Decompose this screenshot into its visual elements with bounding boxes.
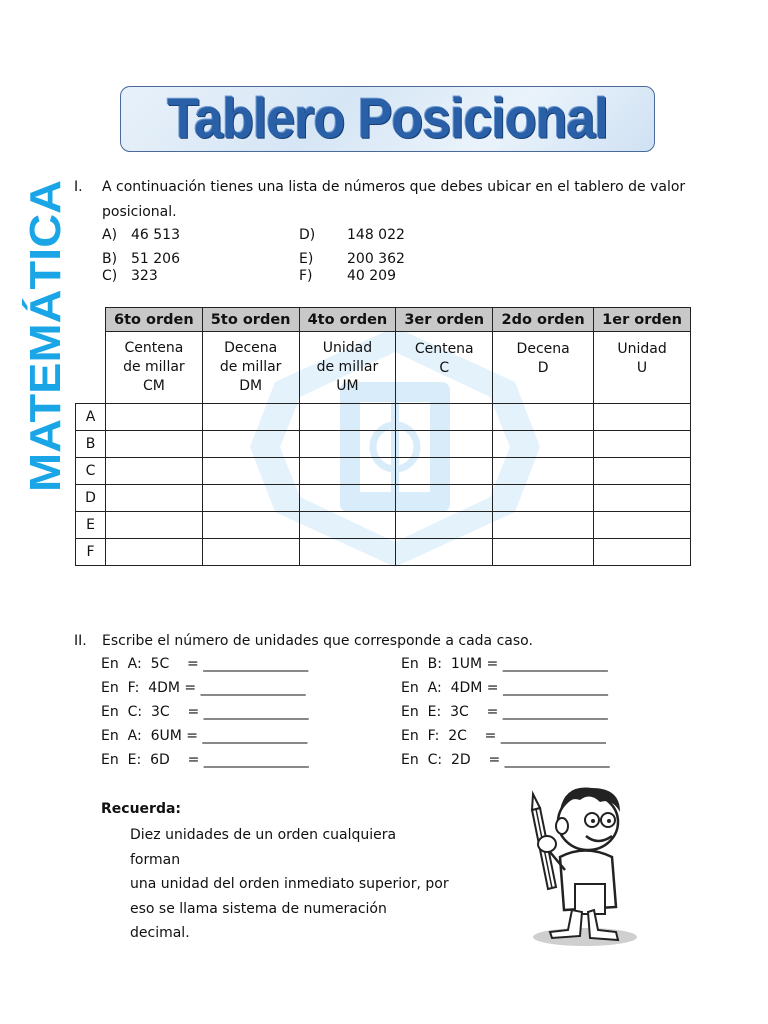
page-title: Tablero Posicional [167, 87, 608, 151]
side-title [22, 178, 68, 496]
answer-cell[interactable] [594, 404, 691, 431]
answer-cell[interactable] [202, 431, 299, 458]
answer-cell[interactable] [299, 485, 396, 512]
title-banner [120, 86, 655, 152]
section2-numeral: II. [74, 633, 87, 649]
row-label: C [76, 458, 106, 485]
corner-cell [76, 308, 106, 332]
place-abbr: DM [239, 378, 263, 394]
item-letter: E) [299, 251, 314, 267]
order-header-row [76, 308, 691, 332]
place-value-board [75, 307, 691, 566]
remember-line: Diez unidades de un orden cualquiera forman [130, 827, 397, 868]
place-name: de millar [316, 359, 379, 375]
place-name: de millar [123, 359, 185, 375]
exercise-line[interactable]: En E: 3C = _______________ [401, 704, 608, 720]
item-value: 46 513 [131, 227, 180, 243]
item-letter: C) [102, 268, 118, 284]
place-abbr: U [636, 360, 648, 376]
remember-line: eso se llama sistema de numeración decimal. [130, 900, 387, 941]
answer-cell[interactable] [299, 512, 396, 539]
place-name: Centena [124, 340, 184, 356]
place-name: Unidad [617, 341, 667, 357]
exercise-line[interactable]: En C: 3C = _______________ [101, 704, 309, 720]
place-name: Centena [414, 341, 474, 357]
section1-numeral: I. [74, 179, 83, 195]
item-letter: F) [299, 268, 313, 284]
row-label: F [76, 539, 106, 566]
answer-cell[interactable] [299, 539, 396, 566]
place-header-um [299, 332, 396, 404]
answer-cell[interactable] [202, 458, 299, 485]
order-header: 6to orden [106, 308, 203, 332]
board-row [76, 512, 691, 539]
answer-cell[interactable] [202, 512, 299, 539]
answer-cell[interactable] [396, 404, 493, 431]
order-header: 5to orden [202, 308, 299, 332]
answer-cell[interactable] [493, 404, 594, 431]
board-row [76, 458, 691, 485]
place-header-d [493, 332, 594, 404]
item-value: 323 [131, 268, 158, 284]
row-label: E [76, 512, 106, 539]
answer-cell[interactable] [202, 485, 299, 512]
exercise-line[interactable]: En A: 4DM = _______________ [401, 680, 608, 696]
answer-cell[interactable] [106, 485, 203, 512]
exercise-line[interactable]: En B: 1UM = _______________ [401, 656, 608, 672]
place-header-c [396, 332, 493, 404]
exercise-line[interactable]: En A: 5C = _______________ [101, 656, 309, 672]
section2-instruction: Escribe el número de unidades que corresponde a cada caso. [102, 633, 533, 649]
answer-cell[interactable] [396, 512, 493, 539]
answer-cell[interactable] [594, 539, 691, 566]
exercise-line[interactable]: En A: 6UM = _______________ [101, 728, 308, 744]
order-header: 2do orden [493, 308, 594, 332]
board-row [76, 431, 691, 458]
section1-instruction: A continuación tienes una lista de números que debes ubicar en el tablero de valor [102, 179, 686, 195]
remember-line: una unidad del orden inmediato superior, por [130, 876, 449, 892]
answer-cell[interactable] [594, 512, 691, 539]
exercise-line[interactable]: En C: 2D = _______________ [401, 752, 610, 768]
answer-cell[interactable] [396, 539, 493, 566]
answer-cell[interactable] [106, 404, 203, 431]
answer-cell[interactable] [299, 431, 396, 458]
order-header: 1er orden [594, 308, 691, 332]
exercise-line[interactable]: En E: 6D = _______________ [101, 752, 309, 768]
remember-text [130, 823, 450, 946]
answer-cell[interactable] [396, 485, 493, 512]
answer-cell[interactable] [202, 539, 299, 566]
answer-cell[interactable] [594, 485, 691, 512]
order-header: 4to orden [299, 308, 396, 332]
board-row [76, 404, 691, 431]
row-label: D [76, 485, 106, 512]
place-name: de millar [219, 359, 282, 375]
place-header-cm [106, 332, 203, 404]
answer-cell[interactable] [202, 404, 299, 431]
answer-cell[interactable] [106, 539, 203, 566]
place-abbr: D [537, 360, 549, 376]
answer-cell[interactable] [106, 512, 203, 539]
item-value: 40 209 [347, 268, 396, 284]
answer-cell[interactable] [299, 458, 396, 485]
place-abbr: CM [142, 378, 165, 394]
order-header: 3er orden [396, 308, 493, 332]
place-header-dm [202, 332, 299, 404]
answer-cell[interactable] [106, 431, 203, 458]
item-value: 148 022 [347, 227, 405, 243]
cartoon-boy-illustration [520, 782, 645, 947]
exercise-line[interactable]: En F: 2C = _______________ [401, 728, 606, 744]
board-row [76, 539, 691, 566]
section1-instruction-cont: posicional. [102, 204, 177, 220]
side-title-text: MATEMÁTICA [22, 199, 68, 492]
answer-cell[interactable] [106, 458, 203, 485]
answer-cell[interactable] [493, 458, 594, 485]
answer-cell[interactable] [396, 431, 493, 458]
row-label: A [76, 404, 106, 431]
item-value: 200 362 [347, 251, 405, 267]
item-letter: A) [102, 227, 118, 243]
answer-cell[interactable] [594, 458, 691, 485]
answer-cell[interactable] [594, 431, 691, 458]
corner-cell [76, 332, 106, 404]
board-row [76, 485, 691, 512]
exercise-line[interactable]: En F: 4DM = _______________ [101, 680, 306, 696]
answer-cell[interactable] [299, 404, 396, 431]
place-name: Unidad [322, 340, 373, 356]
answer-cell[interactable] [396, 458, 493, 485]
answer-cell[interactable] [493, 485, 594, 512]
place-header-u [594, 332, 691, 404]
row-label: B [76, 431, 106, 458]
item-value: 51 206 [131, 251, 180, 267]
place-header-row [76, 332, 691, 404]
place-name: Decena [516, 341, 570, 357]
remember-heading: Recuerda: [101, 801, 182, 817]
answer-cell[interactable] [493, 512, 594, 539]
answer-cell[interactable] [493, 431, 594, 458]
place-name: Decena [224, 340, 278, 356]
answer-cell[interactable] [493, 539, 594, 566]
place-abbr: UM [336, 378, 359, 394]
item-letter: B) [102, 251, 118, 267]
item-letter: D) [299, 227, 316, 243]
place-abbr: C [439, 360, 450, 376]
